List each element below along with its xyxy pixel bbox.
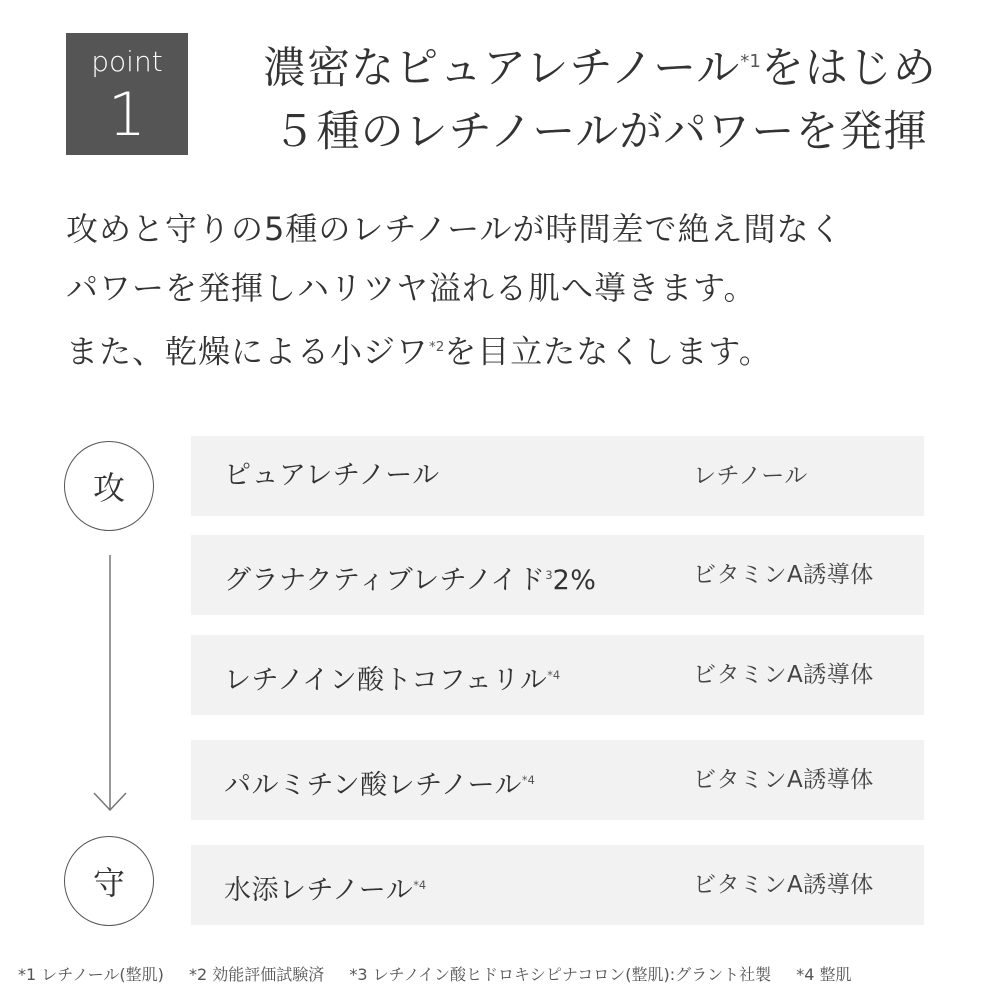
description-line-3 <box>66 318 966 382</box>
footnote: *4 整肌 <box>796 965 852 984</box>
ingredient-name <box>224 436 440 516</box>
ingredient-type: ビタミンA誘導体 <box>693 767 874 793</box>
ingredient-row <box>191 535 924 615</box>
description <box>66 200 966 382</box>
point-label: point <box>91 45 163 78</box>
attack-marker: 攻 <box>64 441 154 531</box>
ingredient-type: ビタミンA誘導体 <box>693 562 874 588</box>
footnote-marker: *2 <box>429 340 445 355</box>
ingredient-name-text: パルミチン酸レチノール <box>224 770 522 801</box>
ingredient-concentration: 2% <box>552 565 597 596</box>
headline-line-2: ５種のレチノールがパワーを発揮 <box>272 107 928 158</box>
headline-line-1-text-end: をはじめ <box>760 43 937 94</box>
defense-marker: 守 <box>64 836 154 926</box>
footnote: *1 レチノール(整肌) <box>18 965 164 984</box>
down-arrow-icon <box>90 555 130 815</box>
ingredient-name <box>224 535 596 615</box>
description-line-1: 攻めと守りの5種のレチノールが時間差で絶え間なく <box>66 210 843 248</box>
ingredient-row <box>191 436 924 516</box>
ingredient-row <box>191 635 924 715</box>
ingredient-name-text: グラナクティブレチノイド <box>224 565 546 596</box>
headline <box>230 30 970 164</box>
ingredient-row <box>191 740 924 820</box>
description-line-2: パワーを発揮しハリツヤ溢れる肌へ導きます。 <box>66 269 757 307</box>
footnote-marker: *4 <box>413 878 427 892</box>
headline-line-1-text: 濃密なピュアレチノール <box>263 43 741 94</box>
footnote-marker: *4 <box>521 773 535 787</box>
ingredient-name <box>224 845 426 925</box>
ingredient-type: レチノール <box>693 463 808 489</box>
headline-line-1 <box>230 30 970 100</box>
ingredient-type: ビタミンA誘導体 <box>693 872 874 898</box>
ingredient-name-text: 水添レチノール <box>224 875 414 906</box>
footnote-marker: 3 <box>545 568 553 582</box>
footnote-marker: *4 <box>547 668 561 682</box>
point-badge <box>66 33 188 155</box>
ingredient-name <box>224 635 560 715</box>
description-line-3-text: また、乾燥による小ジワ <box>66 332 430 371</box>
ingredient-name-text: ピュアレチノール <box>224 460 440 491</box>
footnote: *2 効能評価試験済 <box>188 965 325 984</box>
footnotes <box>18 962 988 985</box>
ingredient-name <box>224 740 535 820</box>
point-number: 1 <box>107 80 147 150</box>
ingredient-row <box>191 845 924 925</box>
footnote: *3 レチノイン酸ヒドロキシピナコロン(整肌):グラント社製 <box>349 965 772 984</box>
description-line-3-text-end: を目立たなくします。 <box>444 332 772 371</box>
ingredient-name-text: レチノイン酸トコフェリル <box>224 665 548 696</box>
footnote-marker: *1 <box>740 51 761 72</box>
ingredient-type: ビタミンA誘導体 <box>693 662 874 688</box>
